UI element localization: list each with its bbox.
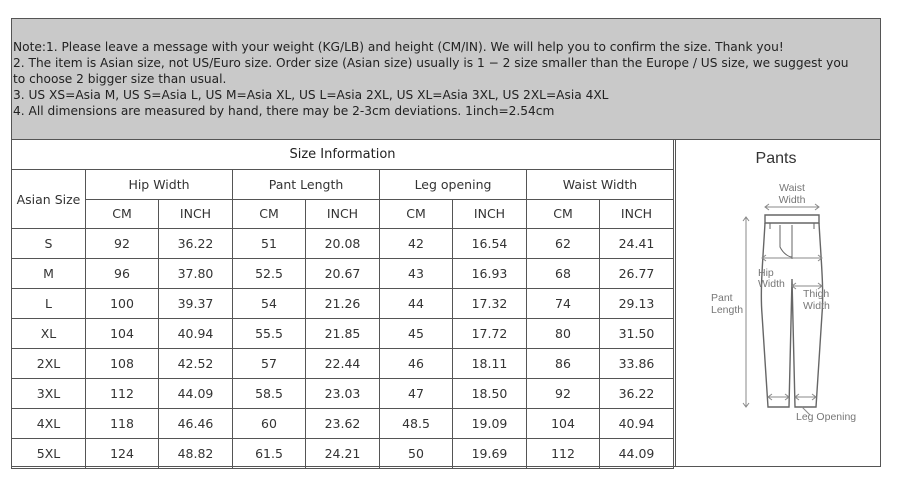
value-cell: 44 bbox=[380, 289, 453, 319]
value-cell: 74 bbox=[527, 289, 600, 319]
value-cell: 60 bbox=[233, 409, 306, 439]
value-cell: 112 bbox=[86, 379, 159, 409]
value-cell: 40.94 bbox=[159, 319, 233, 349]
unit-cm: CM bbox=[380, 199, 453, 229]
value-cell: 16.93 bbox=[453, 259, 527, 289]
value-cell: 80 bbox=[527, 319, 600, 349]
value-cell: 96 bbox=[86, 259, 159, 289]
value-cell: 20.67 bbox=[306, 259, 380, 289]
unit-inch: INCH bbox=[159, 199, 233, 229]
size-label-cell: S bbox=[12, 229, 86, 259]
value-cell: 100 bbox=[86, 289, 159, 319]
value-cell: 92 bbox=[86, 229, 159, 259]
unit-cm: CM bbox=[86, 199, 159, 229]
value-cell: 17.72 bbox=[453, 319, 527, 349]
thigh-label-line2: Width bbox=[803, 300, 830, 312]
note-line-3: 3. US XS=Asia M, US S=Asia L, US M=Asia XL, US L=Asia 2XL, US XL=Asia 3XL, US 2XL=Asia 4XL bbox=[13, 88, 609, 102]
unit-cm: CM bbox=[527, 199, 600, 229]
value-cell: 104 bbox=[86, 319, 159, 349]
size-label-cell: L bbox=[12, 289, 86, 319]
value-cell: 44.09 bbox=[600, 439, 674, 469]
value-cell: 57 bbox=[233, 349, 306, 379]
value-cell: 54 bbox=[233, 289, 306, 319]
value-cell: 40.94 bbox=[600, 409, 674, 439]
size-label-cell: 3XL bbox=[12, 379, 86, 409]
unit-cm: CM bbox=[233, 199, 306, 229]
value-cell: 31.50 bbox=[600, 319, 674, 349]
value-cell: 23.03 bbox=[306, 379, 380, 409]
value-cell: 16.54 bbox=[453, 229, 527, 259]
value-cell: 21.26 bbox=[306, 289, 380, 319]
value-cell: 118 bbox=[86, 409, 159, 439]
value-cell: 18.11 bbox=[453, 349, 527, 379]
unit-inch: INCH bbox=[453, 199, 527, 229]
value-cell: 23.62 bbox=[306, 409, 380, 439]
value-cell: 26.77 bbox=[600, 259, 674, 289]
outer-frame bbox=[11, 18, 881, 467]
note-line-2: 2. The item is Asian size, not US/Euro size. Order size (Asian size) usually is 1 − 2 size smaller than the Europe / US size, we suggest you to choose 2 bigger size than usual. bbox=[13, 56, 849, 86]
unit-inch: INCH bbox=[306, 199, 380, 229]
value-cell: 24.21 bbox=[306, 439, 380, 469]
length-label-line2: Length bbox=[711, 304, 744, 316]
value-cell: 42 bbox=[380, 229, 453, 259]
leg-opening-label: Leg Opening bbox=[796, 411, 857, 423]
value-cell: 45 bbox=[380, 319, 453, 349]
note-line-1: Note:1. Please leave a message with your weight (KG/LB) and height (CM/IN). We will help you to confirm the size. Thank you! bbox=[13, 40, 784, 54]
value-cell: 22.44 bbox=[306, 349, 380, 379]
value-cell: 61.5 bbox=[233, 439, 306, 469]
value-cell: 48.82 bbox=[159, 439, 233, 469]
size-label-cell: 4XL bbox=[12, 409, 86, 439]
size-label-cell: 2XL bbox=[12, 349, 86, 379]
unit-inch: INCH bbox=[600, 199, 674, 229]
value-cell: 19.09 bbox=[453, 409, 527, 439]
value-cell: 52.5 bbox=[233, 259, 306, 289]
thigh-label-line1: Thigh bbox=[803, 288, 830, 300]
value-cell: 36.22 bbox=[600, 379, 674, 409]
waist-label-line2: Width bbox=[778, 194, 806, 206]
group-header-leg: Leg opening bbox=[380, 170, 527, 200]
value-cell: 18.50 bbox=[453, 379, 527, 409]
value-cell: 55.5 bbox=[233, 319, 306, 349]
waist-label-line1: Waist bbox=[779, 182, 805, 194]
value-cell: 46.46 bbox=[159, 409, 233, 439]
size-label-cell: M bbox=[12, 259, 86, 289]
asian-size-header: Asian Size bbox=[12, 170, 86, 229]
value-cell: 36.22 bbox=[159, 229, 233, 259]
value-cell: 44.09 bbox=[159, 379, 233, 409]
value-cell: 43 bbox=[380, 259, 453, 289]
value-cell: 19.69 bbox=[453, 439, 527, 469]
value-cell: 20.08 bbox=[306, 229, 380, 259]
diagram-title: Pants bbox=[755, 150, 797, 167]
note-line-4: 4. All dimensions are measured by hand, there may be 2-3cm deviations. 1inch=2.54cm bbox=[13, 104, 555, 118]
group-header-length: Pant Length bbox=[233, 170, 380, 200]
value-cell: 21.85 bbox=[306, 319, 380, 349]
value-cell: 33.86 bbox=[600, 349, 674, 379]
value-cell: 24.41 bbox=[600, 229, 674, 259]
group-header-waist: Waist Width bbox=[527, 170, 674, 200]
hip-label-line1: Hip bbox=[758, 267, 774, 279]
value-cell: 46 bbox=[380, 349, 453, 379]
size-label-cell: XL bbox=[12, 319, 86, 349]
value-cell: 42.52 bbox=[159, 349, 233, 379]
hip-label-line2: Width bbox=[758, 278, 785, 290]
value-cell: 17.32 bbox=[453, 289, 527, 319]
value-cell: 50 bbox=[380, 439, 453, 469]
value-cell: 108 bbox=[86, 349, 159, 379]
value-cell: 68 bbox=[527, 259, 600, 289]
value-cell: 37.80 bbox=[159, 259, 233, 289]
value-cell: 58.5 bbox=[233, 379, 306, 409]
value-cell: 29.13 bbox=[600, 289, 674, 319]
value-cell: 92 bbox=[527, 379, 600, 409]
length-label-line1: Pant bbox=[711, 292, 733, 304]
group-header-hip: Hip Width bbox=[86, 170, 233, 200]
value-cell: 86 bbox=[527, 349, 600, 379]
value-cell: 39.37 bbox=[159, 289, 233, 319]
value-cell: 62 bbox=[527, 229, 600, 259]
value-cell: 48.5 bbox=[380, 409, 453, 439]
size-label-cell: 5XL bbox=[12, 439, 86, 469]
value-cell: 47 bbox=[380, 379, 453, 409]
value-cell: 51 bbox=[233, 229, 306, 259]
value-cell: 112 bbox=[527, 439, 600, 469]
value-cell: 104 bbox=[527, 409, 600, 439]
table-title: Size Information bbox=[12, 140, 674, 170]
value-cell: 124 bbox=[86, 439, 159, 469]
